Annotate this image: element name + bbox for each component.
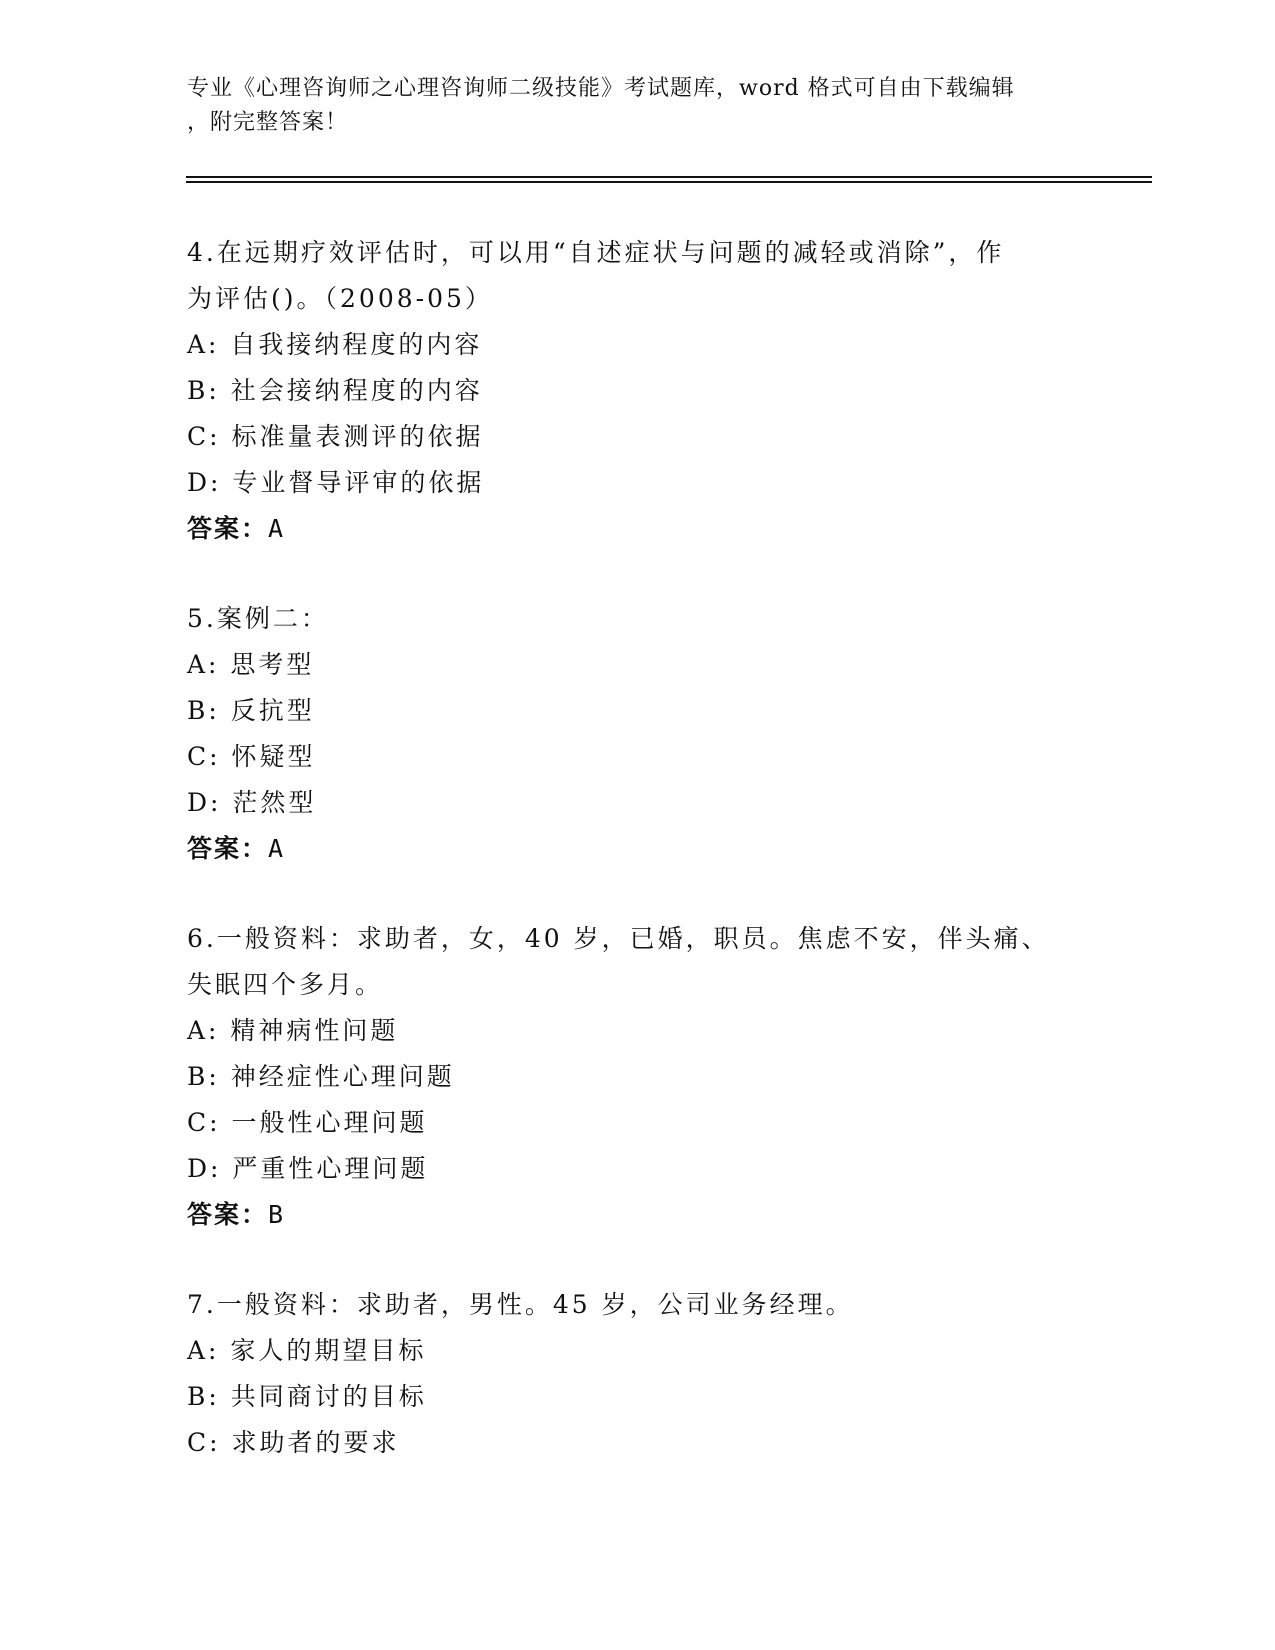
question-stem: 4.在远期疗效评估时，可以用“自述症状与问题的减轻或消除”，作 (187, 238, 1005, 267)
option-a: A: 精神病性问题 (187, 1016, 399, 1045)
option-a: A: 思考型 (187, 650, 315, 679)
question-stem: 5.案例二： (187, 604, 329, 633)
question-6 (187, 916, 1067, 1238)
option-a: A: 家人的期望目标 (187, 1336, 427, 1365)
option-a: A: 自我接纳程度的内容 (187, 330, 483, 359)
header-divider-bottom (186, 181, 1152, 183)
answer (187, 1192, 1067, 1238)
answer-value: B (268, 1200, 286, 1229)
answer-label: 答案： (187, 834, 269, 863)
header-line-1: 专业《心理咨询师之心理咨询师二级技能》考试题库，word 格式可自由下载编辑 (187, 76, 1015, 101)
question-list (187, 230, 1067, 1510)
answer-value: A (268, 514, 286, 543)
header-line-2: ，附完整答案！ (187, 110, 349, 135)
answer-label: 答案： (187, 1200, 269, 1229)
question-stem: 7.一般资料：求助者，男性。45 岁，公司业务经理。 (187, 1290, 854, 1319)
option-c: C: 标准量表测评的依据 (187, 422, 484, 451)
answer-label: 答案： (187, 514, 269, 543)
option-d: D: 严重性心理问题 (187, 1154, 429, 1183)
option-d: D: 专业督导评审的依据 (187, 468, 485, 497)
option-b: B: 神经症性心理问题 (187, 1062, 455, 1091)
header-divider-top (186, 176, 1152, 178)
option-c: C: 一般性心理问题 (187, 1108, 428, 1137)
question-7 (187, 1282, 1067, 1466)
question-stem-continued: 失眠四个多月。 (187, 970, 384, 999)
option-b: B: 社会接纳程度的内容 (187, 376, 483, 405)
option-c: C: 求助者的要求 (187, 1428, 400, 1457)
question-4 (187, 230, 1067, 552)
option-b: B: 共同商讨的目标 (187, 1382, 427, 1411)
question-stem: 6.一般资料：求助者，女，40 岁，已婚，职员。焦虑不安，伴头痛、 (187, 924, 1050, 953)
option-b: B: 反抗型 (187, 696, 315, 725)
answer-value: A (268, 834, 286, 863)
question-stem-continued: 为评估()。（2008-05） (187, 284, 493, 313)
option-d: D: 茫然型 (187, 788, 317, 817)
option-c: C: 怀疑型 (187, 742, 316, 771)
question-5 (187, 596, 1067, 872)
answer (187, 506, 1067, 552)
answer (187, 826, 1067, 872)
document-header (187, 72, 1067, 140)
